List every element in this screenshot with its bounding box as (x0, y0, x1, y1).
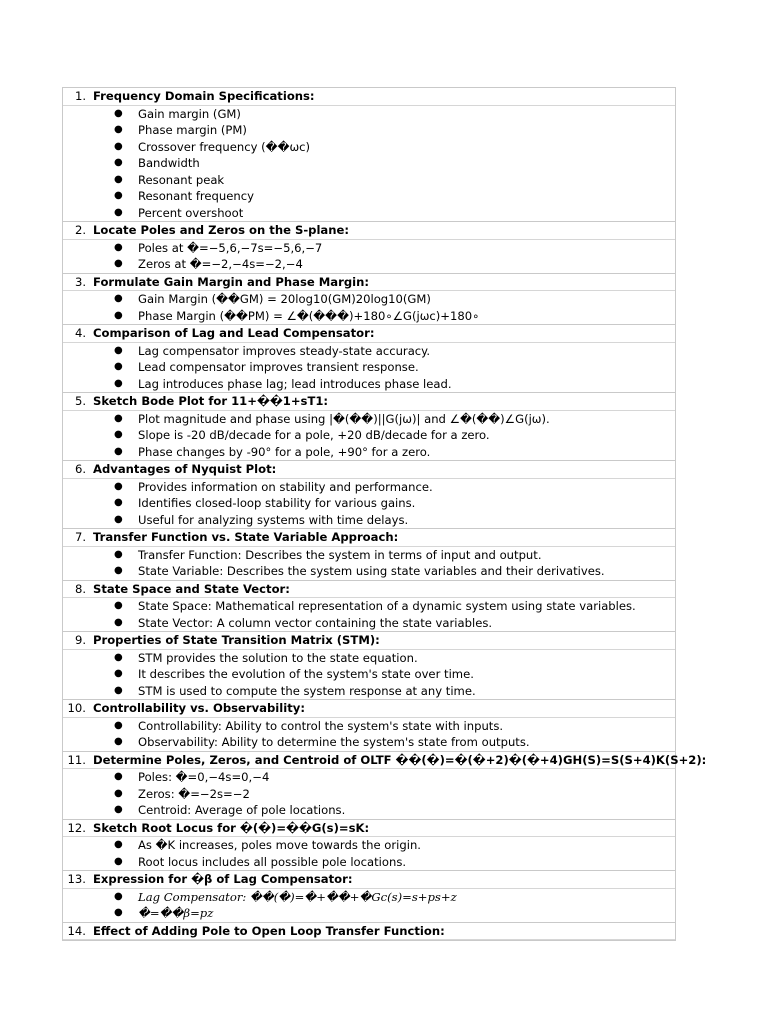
question-5 (62, 393, 676, 461)
bullet-icon: ● (114, 497, 123, 508)
list-item-text: Lag introduces phase lag; lead introduces phase lead. (138, 376, 452, 391)
question-header (63, 88, 675, 106)
bullet-icon: ● (114, 173, 123, 185)
list-item (63, 172, 675, 189)
bullet-icon: ● (114, 480, 123, 492)
question-title: Transfer Function vs. State Variable Approach: (93, 530, 399, 544)
question-header (63, 325, 675, 343)
list-item (63, 802, 675, 819)
question-header (63, 632, 675, 650)
question-number: 3. (74, 274, 86, 289)
list-item (63, 427, 675, 444)
bullet-icon: ● (114, 241, 123, 253)
question-number: 14. (67, 923, 86, 938)
list-item-text: STM is used to compute the system response at any time. (138, 683, 476, 698)
question-header (63, 700, 675, 718)
list-item (63, 256, 675, 273)
question-14 (62, 923, 676, 942)
bullet-list (63, 411, 675, 461)
question-number: 13. (67, 872, 86, 886)
list-item-text: Bandwidth (138, 156, 200, 170)
question-header (63, 752, 707, 770)
list-item-text: Poles at �=−5,6,−7s=−5,6,−7 (138, 240, 323, 255)
question-title: Advantages of Nyquist Plot: (93, 462, 277, 476)
bullet-icon: ● (114, 839, 123, 850)
list-item-text: Plot magnitude and phase using |�(��)||G(jω)| and ∠�(��)∠G(jω). (138, 411, 550, 426)
bullet-icon: ● (114, 668, 123, 679)
bullet-list (63, 343, 675, 393)
bullet-list (63, 106, 675, 222)
bullet-icon: ● (114, 804, 123, 815)
list-item-text: Lead compensator improves transient response. (138, 360, 419, 374)
bullet-icon: ● (114, 445, 123, 457)
question-7 (62, 529, 676, 581)
question-header (63, 222, 675, 240)
bullet-icon: ● (114, 565, 123, 576)
list-item (63, 359, 675, 376)
list-item-text: Lag Compensator: ��(�)=�+��+�Gc(s)=s+ps+z (138, 889, 457, 904)
list-item (63, 444, 675, 461)
list-item (63, 343, 675, 360)
list-item (63, 786, 675, 803)
bullet-list (63, 240, 675, 273)
list-item (63, 512, 675, 529)
question-10 (62, 700, 676, 752)
question-header (63, 871, 675, 889)
list-item (63, 563, 675, 580)
list-item-text: Slope is -20 dB/decade for a pole, +20 dB/decade for a zero. (138, 428, 490, 442)
bullet-icon: ● (114, 771, 123, 782)
list-item (63, 495, 675, 512)
bullet-icon: ● (114, 124, 123, 135)
list-item (63, 291, 675, 308)
question-12 (62, 820, 676, 872)
list-item (63, 905, 675, 922)
question-number: 11. (67, 752, 86, 767)
question-number: 12. (67, 820, 86, 835)
list-item (63, 155, 675, 172)
list-item (63, 240, 675, 257)
bullet-icon: ● (114, 157, 123, 168)
list-item (63, 683, 675, 700)
list-item (63, 615, 675, 632)
question-title: Sketch Bode Plot for 11+��1+sT1: (93, 394, 329, 408)
bullet-icon: ● (114, 855, 123, 867)
question-number: 2. (74, 223, 86, 237)
list-item-text: Percent overshoot (138, 205, 244, 220)
list-item (63, 718, 675, 735)
list-item-text: Lag compensator improves steady-state accuracy. (138, 343, 431, 358)
list-item (63, 188, 675, 205)
list-item-text: Provides information on stability and performance. (138, 479, 433, 494)
bullet-icon: ● (114, 513, 123, 525)
bullet-icon: ● (114, 600, 123, 611)
question-header (63, 529, 675, 547)
question-9 (62, 632, 676, 700)
list-item-text: Phase margin (PM) (138, 123, 247, 137)
list-item (63, 139, 675, 156)
bullet-list (63, 547, 675, 580)
bullet-icon: ● (114, 377, 123, 389)
list-item-text: Useful for analyzing systems with time delays. (138, 512, 409, 527)
question-number: 7. (74, 530, 86, 544)
question-header (63, 923, 675, 941)
question-header (63, 581, 675, 599)
list-item-text: Phase changes by -90° for a pole, +90° for a zero. (138, 444, 431, 459)
question-number: 10. (67, 701, 86, 715)
question-number: 1. (74, 89, 86, 103)
list-item (63, 205, 675, 222)
list-item-text: Gain margin (GM) (138, 106, 241, 121)
question-title: Expression for �β of Lag Compensator: (93, 872, 353, 886)
question-number: 8. (74, 581, 86, 596)
question-1 (62, 87, 676, 222)
question-4 (62, 325, 676, 393)
bullet-icon: ● (114, 736, 123, 747)
bullet-icon: ● (114, 140, 123, 152)
bullet-list (63, 837, 675, 870)
list-item-text: STM provides the solution to the state equation. (138, 650, 418, 665)
question-title: Properties of State Transition Matrix (STM): (93, 633, 380, 647)
list-item (63, 376, 675, 393)
list-item (63, 122, 675, 139)
list-item-text: Transfer Function: Describes the system in terms of input and output. (138, 547, 542, 562)
bullet-icon: ● (114, 190, 123, 201)
bullet-list (63, 479, 675, 529)
bullet-icon: ● (114, 684, 123, 696)
list-item-text: Phase Margin (��PM) = ∠�(���)+180∘∠G(jωc)+180∘ (138, 308, 480, 323)
bullet-list (63, 598, 675, 631)
list-item (63, 547, 675, 564)
list-item-text: Poles: �=0,−4s=0,−4 (138, 770, 270, 784)
list-item (63, 479, 675, 496)
question-8 (62, 581, 676, 633)
bullet-icon: ● (114, 651, 123, 663)
bullet-icon: ● (114, 293, 123, 304)
bullet-icon: ● (114, 890, 123, 902)
question-list (62, 87, 707, 941)
list-item-text: It describes the evolution of the system's state over time. (138, 667, 474, 681)
list-item (63, 769, 675, 786)
bullet-list (63, 291, 675, 324)
bullet-icon: ● (114, 907, 123, 918)
question-header (63, 820, 675, 838)
list-item-text: Crossover frequency (��ωc) (138, 139, 311, 154)
list-item (63, 837, 675, 854)
list-item-text: State Vector: A column vector containing the state variables. (138, 615, 493, 630)
bullet-icon: ● (114, 412, 123, 424)
list-item-text: Zeros at �=−2,−4s=−2,−4 (138, 257, 303, 271)
list-item (63, 308, 675, 325)
bullet-icon: ● (114, 344, 123, 356)
list-item-text: Observability: Ability to determine the system's state from outputs. (138, 735, 530, 749)
list-item (63, 106, 675, 123)
question-number: 9. (74, 633, 86, 647)
list-item (63, 598, 675, 615)
list-item (63, 650, 675, 667)
bullet-icon: ● (114, 206, 123, 218)
question-11 (62, 752, 707, 820)
list-item-text: As �K increases, poles move towards the origin. (138, 838, 421, 852)
question-6 (62, 461, 676, 529)
bullet-icon: ● (114, 616, 123, 628)
question-3 (62, 274, 676, 326)
question-number: 4. (74, 326, 86, 340)
list-item-text: State Variable: Describes the system using state variables and their derivatives. (138, 564, 605, 578)
question-title: Controllability vs. Observability: (93, 701, 305, 715)
question-title: Frequency Domain Specifications: (93, 89, 315, 103)
question-number: 5. (74, 394, 86, 408)
bullet-icon: ● (114, 548, 123, 560)
bullet-icon: ● (114, 258, 123, 269)
question-title: Sketch Root Locus for �(�)=��G(s)=sK: (93, 820, 370, 835)
list-item (63, 854, 675, 871)
question-header (63, 274, 675, 292)
list-item-text: Root locus includes all possible pole locations. (138, 854, 407, 869)
bullet-icon: ● (114, 787, 123, 799)
bullet-icon: ● (114, 719, 123, 731)
bullet-list (63, 718, 675, 751)
question-header (63, 393, 675, 411)
bullet-icon: ● (114, 309, 123, 321)
list-item-text: Resonant peak (138, 172, 225, 187)
list-item-text: State Space: Mathematical representation of a dynamic system using state variables. (138, 599, 636, 613)
bullet-list (63, 889, 675, 922)
bullet-icon: ● (114, 361, 123, 372)
question-number: 6. (74, 462, 86, 476)
list-item-text: �=��β=pz (138, 906, 214, 920)
question-2 (62, 222, 676, 274)
question-title: Comparison of Lag and Lead Compensator: (93, 326, 375, 340)
bullet-list (63, 769, 675, 819)
list-item-text: Resonant frequency (138, 189, 254, 203)
list-item-text: Centroid: Average of pole locations. (138, 803, 346, 817)
list-item-text: Zeros: �=−2s=−2 (138, 786, 250, 801)
list-item-text: Gain Margin (��GM) = 20log10(GM)20log10(GM) (138, 292, 431, 306)
bullet-icon: ● (114, 429, 123, 440)
list-item (63, 889, 675, 906)
question-title: Effect of Adding Pole to Open Loop Transfer Function: (93, 923, 445, 938)
question-title: State Space and State Vector: (93, 581, 290, 596)
bullet-icon: ● (114, 107, 123, 119)
list-item (63, 666, 675, 683)
list-item-text: Controllability: Ability to control the system's state with inputs. (138, 718, 504, 733)
list-item-text: Identifies closed-loop stability for various gains. (138, 496, 416, 510)
question-title: Determine Poles, Zeros, and Centroid of OLTF ��(�)=�(�+2)�(�+4)GH(S)=S(S+4)K(S+2): (93, 752, 707, 767)
question-header (63, 461, 675, 479)
question-title: Locate Poles and Zeros on the S-plane: (93, 223, 349, 237)
bullet-list (63, 650, 675, 700)
list-item (63, 734, 675, 751)
question-13 (62, 871, 676, 923)
list-item (63, 411, 675, 428)
question-title: Formulate Gain Margin and Phase Margin: (93, 274, 369, 289)
